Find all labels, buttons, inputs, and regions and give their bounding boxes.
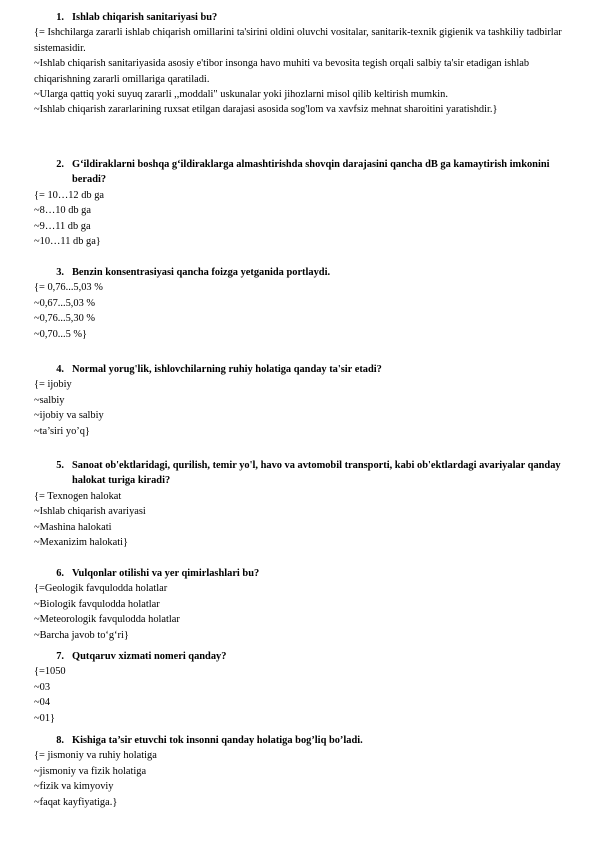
answer-list xyxy=(34,581,576,643)
answer-option: ~0,67...5,03 % xyxy=(34,297,96,309)
answer-option: ~Mexanizim halokati} xyxy=(34,537,128,549)
answer-list xyxy=(34,377,576,439)
answer-correct: {= 10…12 db ga xyxy=(34,189,105,201)
question-number: 8. xyxy=(56,735,64,746)
question-number: 5. xyxy=(56,460,64,471)
question-1 xyxy=(36,10,576,118)
answer-option: ~Ularga qattiq yoki suyuq zararli ,,moddali" uskunalar yoki jihozlarni misol qilib keltirish mumkin. xyxy=(34,89,448,101)
answer-option: ~10…11 db ga} xyxy=(34,236,101,248)
question-7 xyxy=(36,649,576,726)
question-number: 4. xyxy=(56,364,64,375)
question-5 xyxy=(36,458,576,550)
answer-option: ~faqat kayfiyatiga.} xyxy=(34,796,118,808)
answer-correct: {= jismoniy va ruhiy holatiga xyxy=(34,750,157,762)
answer-option: ~Ishlab chiqarish sanitariyasida asosiy e'tibor insonga havo muhiti va bevosita tegish orqali salbiy ta'sir etadigan ishlab chiqarishning zararli omillariga qaratiladi. xyxy=(34,58,530,85)
answer-option: ~Ishlab chiqarish avariyasi xyxy=(34,506,146,518)
question-number: 2. xyxy=(56,159,64,170)
answer-option: ~Mashina halokati xyxy=(34,521,112,533)
answer-list xyxy=(34,664,576,726)
answer-option: ~salbiy xyxy=(34,394,65,406)
answer-list xyxy=(34,25,576,117)
answer-option: ~01} xyxy=(34,712,55,724)
question-title: Ishlab chiqarish sanitariyasi bu? xyxy=(72,12,218,23)
answer-correct: {=1050 xyxy=(34,666,66,678)
question-number: 6. xyxy=(56,568,64,579)
answer-correct: {= Ishchilarga zararli ishlab chiqarish omillarini ta'sirini oldini oluvchi vositalar, sanitarik-texnik gigienik va tashkiliy tadbirlar sistemasidir. xyxy=(34,27,562,54)
answer-option: ~Biologik favqulodda holatlar xyxy=(34,598,160,610)
question-header xyxy=(36,157,576,188)
question-6 xyxy=(36,566,576,643)
question-title: Sanoat ob'ektlaridagi, qurilish, temir yo'l, havo va avtomobil transporti, kabi ob'ektlardagi avariyalar qanday halokat turiga kiradi? xyxy=(72,460,561,487)
answer-correct: {=Geologik favqulodda holatlar xyxy=(34,583,168,595)
question-number: 1. xyxy=(56,12,64,23)
question-header xyxy=(36,733,576,748)
question-3 xyxy=(36,265,576,342)
question-8 xyxy=(36,733,576,810)
question-title: Kishiga ta’sir etuvchi tok insonni qanday holatiga bog’liq bo’ladi. xyxy=(72,735,363,746)
answer-option: ~8…10 db ga xyxy=(34,205,91,217)
question-title: Qutqaruv xizmati nomeri qanday? xyxy=(72,651,227,662)
answer-correct: {= ijobiy xyxy=(34,379,72,391)
question-header xyxy=(36,10,576,25)
answer-option: ~0,76...5,30 % xyxy=(34,313,96,325)
answer-option: ~ta’siri yo’q} xyxy=(34,425,90,437)
question-title: Vulqonlar otilishi va yer qimirlashlari bu? xyxy=(72,568,260,579)
answer-list xyxy=(34,489,576,551)
question-number: 7. xyxy=(56,651,64,662)
answer-option: ~Meteorologik favqulodda holatlar xyxy=(34,614,180,626)
answer-option: ~9…11 db ga xyxy=(34,220,91,232)
answer-option: ~04 xyxy=(34,697,51,709)
answer-correct: {= 0,76...5,03 % xyxy=(34,282,103,294)
question-number: 3. xyxy=(56,267,64,278)
answer-list xyxy=(34,188,576,250)
answer-option: ~fizik va kimyoviy xyxy=(34,781,114,793)
question-2 xyxy=(36,157,576,249)
answer-option: ~Barcha javob to‘g‘ri} xyxy=(34,629,129,641)
question-header xyxy=(36,265,576,280)
question-header xyxy=(36,458,576,489)
answer-option: ~Ishlab chiqarish zararlarining ruxsat etilgan darajasi asosida sog'lom va xavfsiz mehnat sharoitini yaratishdir.} xyxy=(34,104,498,116)
answer-option: ~0,70...5 %} xyxy=(34,328,88,340)
answer-list xyxy=(34,280,576,342)
question-title: G‘ildiraklarni boshqa g‘ildiraklarga almashtirishda shovqin darajasini qancha dB ga kamaytirish imkonini beradi? xyxy=(72,159,550,186)
answer-option: ~jismoniy va fizik holatiga xyxy=(34,765,147,777)
question-title: Normal yorug'lik, ishlovchilarning ruhiy holatiga qanday ta'sir etadi? xyxy=(72,364,382,375)
question-header xyxy=(36,362,576,377)
answer-option: ~03 xyxy=(34,681,51,693)
answer-list xyxy=(34,748,576,810)
question-4 xyxy=(36,362,576,439)
question-header xyxy=(36,649,576,664)
answer-correct: {= Texnogen halokat xyxy=(34,490,122,502)
answer-option: ~ijobiy va salbiy xyxy=(34,410,104,422)
question-title: Benzin konsentrasiyasi qancha foizga yetganida portlaydi. xyxy=(72,267,331,278)
question-header xyxy=(36,566,576,581)
